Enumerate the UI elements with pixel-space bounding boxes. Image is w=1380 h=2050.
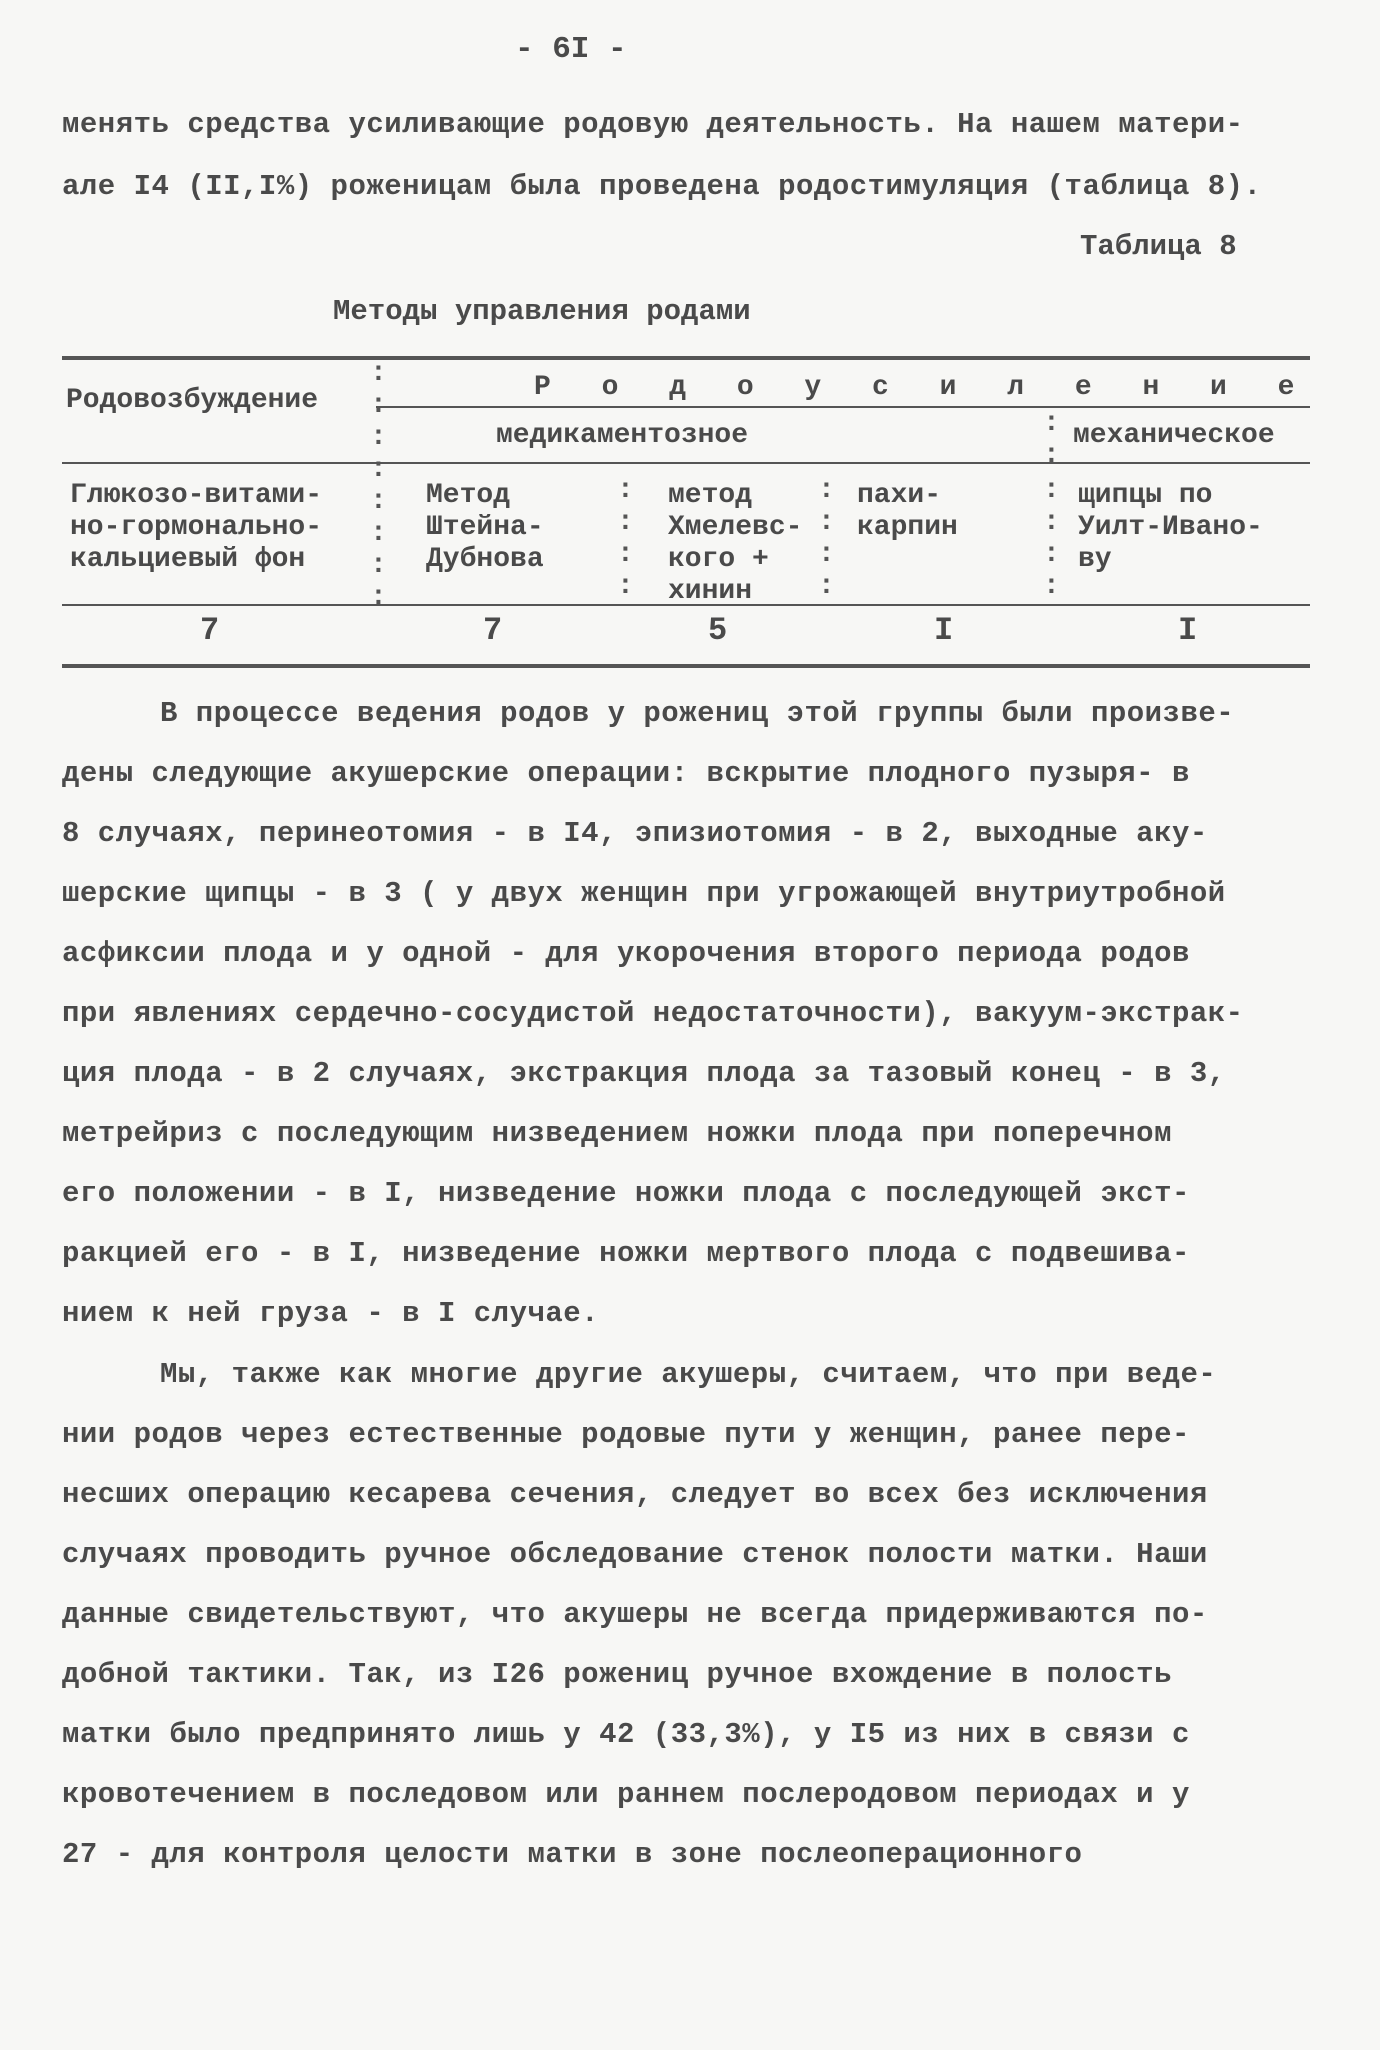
header-medicinal: медикаментозное <box>496 420 749 451</box>
cell-pachycarpine: пахи- карпин <box>857 480 958 543</box>
cell-forceps: щипцы по Уилт-Ивано- ву <box>1078 480 1263 575</box>
cell-stein-dubnov: Метод Штейна- Дубнова <box>426 480 544 575</box>
paragraph1-line: шерские щипцы - в 3 ( у двух женщин при угрожающей внутриутробной <box>62 877 1226 910</box>
paragraph2-line: матки было предпринято лишь у 42 (33,3%), у I5 из них в связи с <box>62 1718 1190 1751</box>
col-separator: : : : : <box>1043 475 1060 602</box>
paragraph2-line: несших операцию кесарева сечения, следует во всех без исключения <box>62 1478 1208 1511</box>
paragraph1-line: метрейриз с последующим низведением ножки плода при поперечном <box>62 1117 1172 1150</box>
table-rule-header <box>62 462 1310 464</box>
col-separator: : : <box>1043 408 1060 471</box>
count-forceps: I <box>1178 612 1198 649</box>
paragraph1-line: его положении - в I, низведение ножки плода с последующей экст- <box>62 1177 1190 1210</box>
paragraph1-line: нием к ней груза - в I случае. <box>62 1297 600 1330</box>
paragraph1-line: В процессе ведения родов у рожениц этой группы были произве- <box>160 697 1235 730</box>
count-khmelevsky: 5 <box>708 612 728 649</box>
col-separator: : : : : : : : : <box>370 358 387 613</box>
count-stein: 7 <box>483 612 503 649</box>
table-rule-top <box>62 356 1310 360</box>
intro-line: менять средства усиливающие родовую деятельность. На нашем матери- <box>62 108 1244 141</box>
table-label: Таблица 8 <box>1080 230 1237 263</box>
paragraph1-line: 8 случаях, перинеотомия - в I4, эпизиотомия - в 2, выходные аку- <box>62 817 1208 850</box>
paragraph2-line: 27 - для контроля целости матки в зоне послеоперационного <box>62 1838 1083 1871</box>
paragraph2-line: добной тактики. Так, из I26 рожениц ручное вхождение в полость <box>62 1658 1172 1691</box>
paragraph1-line: при явлениях сердечно-сосудистой недостаточности), вакуум-экстрак- <box>62 997 1244 1030</box>
paragraph1-line: ракцией его - в I, низведение ножки мертвого плода с подвешива- <box>62 1237 1190 1270</box>
paragraph2-line: кровотечением в последовом или раннем послеродовом периодах и у <box>62 1778 1190 1811</box>
header-mechanical: механическое <box>1073 420 1275 451</box>
paragraph2-line: данные свидетельствуют, что акушеры не всегда придерживаются по- <box>62 1598 1208 1631</box>
page-number: - 6I - <box>515 32 627 67</box>
count-induction: 7 <box>200 612 220 649</box>
paragraph1-line: ция плода - в 2 случаях, экстракция плода за тазовый конец - в 3, <box>62 1057 1226 1090</box>
table-rule-bottom <box>62 664 1310 668</box>
paragraph2-line: нии родов через естественные родовые пути у женщин, ранее пере- <box>62 1418 1190 1451</box>
paragraph1-line: асфиксии плода и у одной - для укорочения второго периода родов <box>62 937 1190 970</box>
header-augmentation: Р о д о у с и л е н и е <box>534 372 1312 403</box>
intro-line: але I4 (II,I%) роженицам была проведена родостимуляция (таблица 8). <box>62 170 1262 203</box>
count-pachycarpine: I <box>934 612 954 649</box>
table-rule-augmentation <box>376 406 1310 408</box>
col-separator: : : : : <box>617 475 634 602</box>
header-induction: Родовозбуждение <box>66 385 319 416</box>
table-caption: Методы управления родами <box>333 295 751 328</box>
paragraph1-line: дены следующие акушерские операции: вскрытие плодного пузыря- в <box>62 757 1190 790</box>
paragraph2-line: Мы, также как многие другие акушеры, считаем, что при веде- <box>160 1358 1217 1391</box>
cell-glucose: Глюкозо-витами- но-гормонально- кальциевый фон <box>70 480 323 575</box>
paragraph2-line: случаях проводить ручное обследование стенок полости матки. Наши <box>62 1538 1208 1571</box>
cell-khmelevsky: метод Хмелевс- кого + хинин <box>668 480 803 607</box>
col-separator: : : : : <box>818 475 835 602</box>
